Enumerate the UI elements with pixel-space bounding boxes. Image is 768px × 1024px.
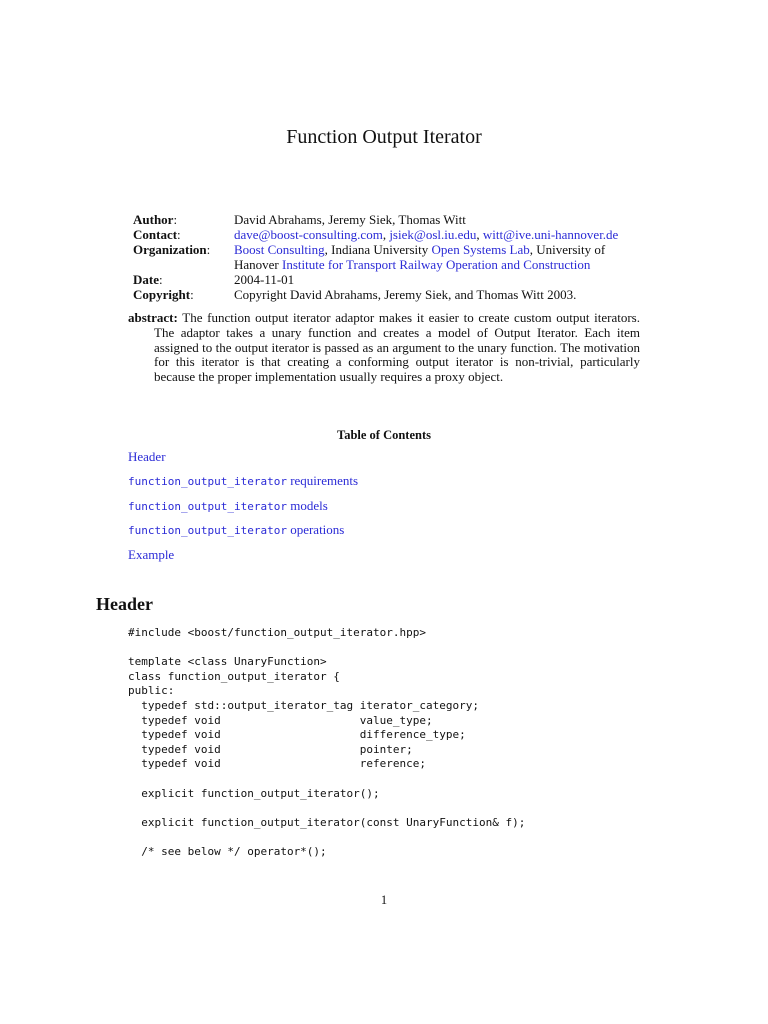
toc-link-text[interactable]: requirements — [286, 473, 359, 489]
org-link-open-systems-lab[interactable]: Open Systems Lab — [431, 242, 530, 257]
docinfo-contact-row: Contact: dave@boost-consulting.com, jsiek@osl.iu.edu, witt@ive.uni-hannover.de — [133, 227, 619, 242]
toc-link-text[interactable]: operations — [286, 522, 345, 538]
abstract-text: The function output iterator adaptor makes it easier to create custom output iterators. The adaptor takes a unary function and creates a model of Output Iterator. Each item assigned to the output iterator is passed as an argument to the unary function. The motivation for this iterator is that creating a conforming output iterator is non-trivial, particularly because the proper implementation usually requires a proxy object. — [154, 310, 640, 385]
toc-item-example[interactable] — [128, 547, 358, 571]
copyright-label: Copyright — [133, 287, 191, 302]
contact-email-link[interactable]: witt@ive.uni-hannover.de — [482, 227, 619, 242]
author-value: David Abrahams, Jeremy Siek, Thomas Witt — [234, 212, 466, 227]
section-heading-header: Header — [96, 594, 153, 614]
docinfo-copyright-row: Copyright: Copyright David Abrahams, Jeremy Siek, and Thomas Witt 2003. — [133, 287, 653, 302]
page-number: 1 — [380, 893, 388, 907]
organization-label: Organization — [133, 242, 207, 257]
org-link-boost-consulting[interactable]: Boost Consulting — [234, 242, 325, 257]
docinfo-author-row: Author: David Abrahams, Jeremy Siek, Thomas Witt — [133, 212, 653, 227]
toc-link-text[interactable]: models — [286, 497, 328, 513]
author-label: Author — [133, 212, 174, 227]
toc-link-code[interactable]: function_output_iterator — [128, 499, 287, 513]
abstract — [128, 311, 640, 385]
toc-item-operations[interactable] — [128, 522, 358, 546]
date-value: 2004-11-01 — [234, 272, 295, 287]
toc-item-requirements[interactable] — [128, 473, 358, 497]
date-label: Date — [133, 272, 159, 287]
document-title: Function Output Iterator — [286, 126, 482, 148]
toc-title: Table of Contents — [337, 428, 431, 442]
org-text: , University of Hanover — [234, 242, 606, 272]
toc-link-code[interactable]: function_output_iterator — [128, 475, 287, 489]
code-listing: #include <boost/function_output_iterator.hpp> template <class UnaryFunction> class function_output_iterator { public: typedef std::output_iterator_tag iterator_category; typedef void value_type; typedef void difference_type; typedef void pointer; typedef void reference; explicit function_output_iterator(); explicit function_output_iterator(const UnaryFunction& f); /* see below */ operator*(); — [128, 626, 526, 858]
docinfo-organization-row: Organization: Boost Consulting, Indiana University Open Systems Lab, University of Hanover Institute for Transport Railway Operation and Construction — [133, 242, 606, 272]
toc-link-text[interactable]: Header — [128, 449, 166, 464]
docinfo-date-row: Date: 2004-11-01 — [133, 272, 653, 287]
toc-item-models[interactable] — [128, 498, 358, 522]
org-text: , Indiana University — [324, 242, 432, 257]
contact-label: Contact — [133, 227, 178, 242]
toc-link-text[interactable]: Example — [128, 546, 175, 562]
copyright-value: Copyright David Abrahams, Jeremy Siek, and Thomas Witt 2003. — [234, 287, 577, 302]
org-link-institute[interactable]: Institute for Transport Railway Operation and Construction — [282, 257, 591, 272]
table-of-contents — [128, 449, 358, 571]
docinfo-table — [133, 212, 653, 302]
toc-link-code[interactable]: function_output_iterator — [128, 524, 287, 538]
toc-item-header[interactable] — [128, 449, 358, 473]
contact-email-link[interactable]: jsiek@osl.iu.edu — [389, 227, 477, 242]
abstract-label: abstract: — [128, 310, 178, 325]
contact-email-link[interactable]: dave@boost-consulting.com — [234, 227, 383, 242]
